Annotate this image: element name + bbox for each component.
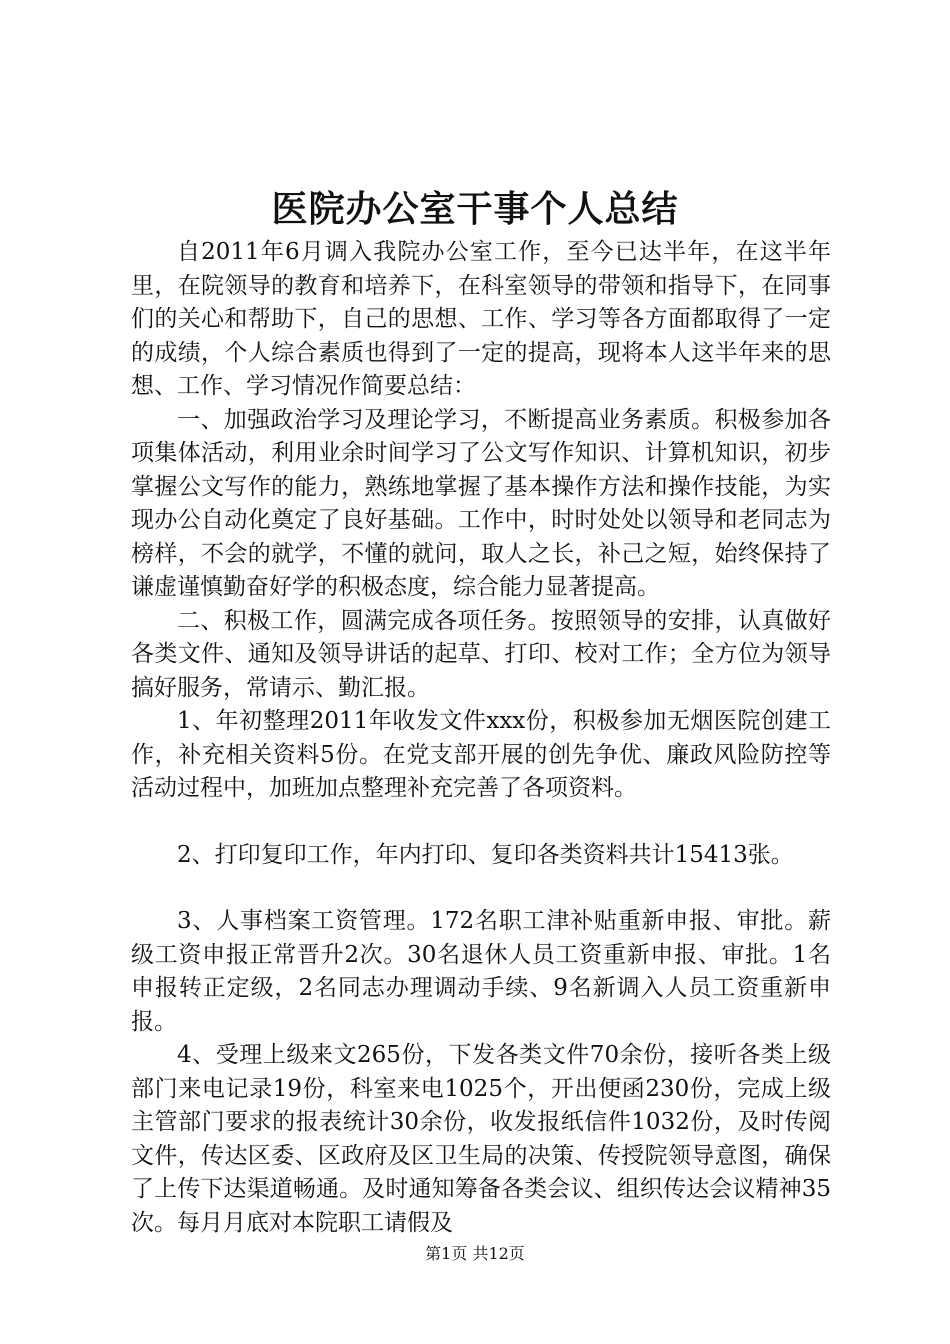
document-body [131, 236, 831, 1240]
page-number-footer: 第1页 共12页 [425, 1244, 525, 1263]
paragraph-section-one: 一、加强政治学习及理论学习，不断提高业务素质。积极参加各项集体活动，利用业余时间学习了公文写作知识、计算机知识，初步掌握公文写作的能力，熟练地掌握了基本操作方法和操作技能，为实现办公自动化奠定了良好基础。工作中，时时处处以领导和老同志为榜样，不会的就学，不懂的就问，取人之长，补己之短，始终保持了谦虚谨慎勤奋好学的积极态度，综合能力显著提高。 [131, 406, 831, 600]
document-title: 医院办公室干事个人总结 [271, 188, 679, 230]
paragraph-intro: 自2011年6月调入我院办公室工作，至今已达半年，在这半年里，在院领导的教育和培养下，在科室领导的带领和指导下，在同事们的关心和帮助下，自己的思想、工作、学习等各方面都取得了一定的成绩，个人综合素质也得到了一定的提高，现将本人这半年来的思想、工作、学习情况作简要总结： [131, 239, 831, 399]
paragraph-item-2: 2、打印复印工作，年内打印、复印各类资料共计15413张。 [177, 841, 794, 868]
paragraph-item-1: 1、年初整理2011年收发文件xxx份，积极参加无烟医院创建工作，补充相关资料5份。在党支部开展的创先争优、廉政风险防控等活动过程中，加班加点整理补充完善了各项资料。 [131, 708, 831, 801]
paragraph-section-two: 二、积极工作，圆满完成各项任务。按照领导的安排，认真做好各类文件、通知及领导讲话的起草、打印、校对工作；全方位为领导搞好服务，常请示、勤汇报。 [131, 607, 831, 701]
paragraph-item-4: 4、受理上级来文265份，下发各类文件70余份，接听各类上级部门来电记录19份，科室来电1025个，开出便函230份，完成上级主管部门要求的报表统计30余份，收发报纸信件1032份，及时传阅文件，传达区委、区政府及区卫生局的决策、传授院领导意图，确保了上传下达渠道畅通。及时通知筹备各类会议、组织传达会议精神35次。每月月底对本院职工请假及 [131, 1042, 831, 1236]
paragraph-item-3: 3、人事档案工资管理。172名职工津补贴重新申报、审批。薪级工资申报正常晋升2次。30名退休人员工资重新申报、审批。1名申报转正定级，2名同志办理调动手续、9名新调入人员工资重新申报。 [131, 908, 831, 1035]
